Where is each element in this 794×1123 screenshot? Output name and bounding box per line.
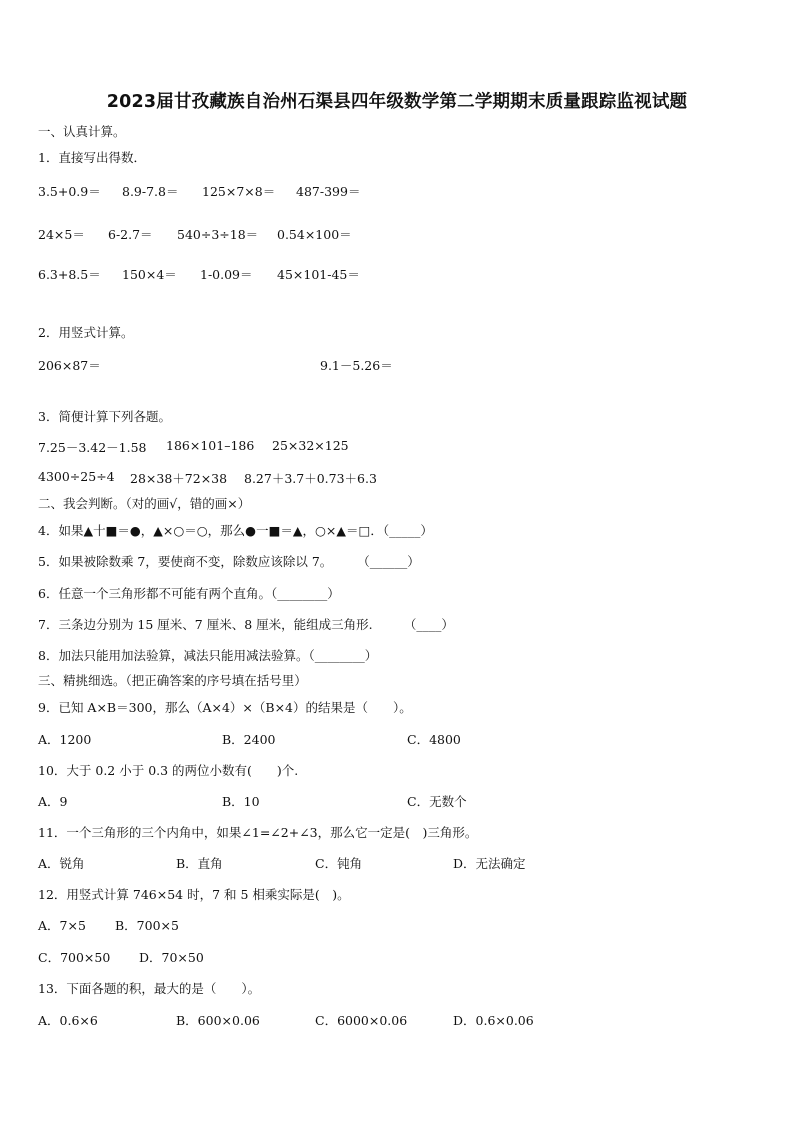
choice-question-10: 10．大于 0.2 小于 0.3 的两位小数有( )个. bbox=[38, 763, 299, 778]
option-d: D．0.6×0.06 bbox=[453, 1013, 534, 1028]
simplify-item: 28×38＋72×38 bbox=[130, 471, 228, 486]
calc-item: 125×7×8＝ bbox=[202, 184, 276, 199]
option-a: A．1200 bbox=[38, 732, 92, 747]
simplify-item: 8.27＋3.7＋0.73＋6.3 bbox=[244, 471, 377, 486]
choice-question-13: 13．下面各题的积，最大的是（ ）。 bbox=[38, 981, 261, 996]
option-b: B．10 bbox=[222, 794, 260, 809]
simplify-item: 7.25－3.42－1.58 bbox=[38, 440, 147, 455]
option-b: B．直角 bbox=[176, 856, 223, 871]
option-c: C．无数个 bbox=[407, 794, 467, 809]
calc-item: 3.5+0.9＝ bbox=[38, 184, 101, 199]
calc-item: 6.3+8.5＝ bbox=[38, 267, 101, 282]
judge-question-7: 7．三条边分别为 15 厘米、7 厘米、8 厘米，能组成三角形. （____） bbox=[38, 617, 454, 632]
calc-item: 150×4＝ bbox=[122, 267, 177, 282]
calc-item: 0.54×100＝ bbox=[277, 227, 352, 242]
question-1-stem: 1．直接写出得数． bbox=[38, 150, 146, 165]
section-heading-2: 二、我会判断。（对的画√，错的画×） bbox=[38, 496, 251, 511]
option-c: C．6000×0.06 bbox=[315, 1013, 408, 1028]
judge-question-5: 5．如果被除数乘 7，要使商不变，除数应该除以 7。 （______） bbox=[38, 554, 420, 569]
choice-question-12: 12．用竖式计算 746×54 时，7 和 5 相乘实际是( )。 bbox=[38, 887, 350, 902]
option-b: B．600×0.06 bbox=[176, 1013, 260, 1028]
option-c: C．700×50 bbox=[38, 950, 111, 965]
judge-question-4: 4．如果▲十■＝●，▲×○＝○，那么●一■＝▲，○×▲＝□．（_____） bbox=[38, 523, 433, 538]
calc-item: 8.9-7.8＝ bbox=[122, 184, 179, 199]
question-3-stem: 3．简便计算下列各题。 bbox=[38, 409, 171, 424]
simplify-item: 4300÷25÷4 bbox=[38, 469, 115, 484]
simplify-item: 25×32×125 bbox=[272, 438, 349, 453]
section-heading-3: 三、精挑细选。（把正确答案的序号填在括号里） bbox=[38, 673, 307, 688]
simplify-item: 186×101–186 bbox=[166, 438, 255, 453]
section-heading-1: 一、认真计算。 bbox=[38, 124, 126, 139]
option-b: B．700×5 bbox=[115, 918, 179, 933]
vertical-calc-item: 206×87＝ bbox=[38, 358, 101, 373]
question-2-stem: 2．用竖式计算。 bbox=[38, 325, 134, 340]
option-c: C．钝角 bbox=[315, 856, 363, 871]
judge-question-8: 8．加法只能用加法验算，减法只能用减法验算。（________） bbox=[38, 648, 378, 663]
page-title: 2023届甘孜藏族自治州石渠县四年级数学第二学期期末质量跟踪监视试题 bbox=[106, 92, 688, 112]
choice-question-9: 9．已知 A×B＝300，那么（A×4）×（B×4）的结果是（ ）。 bbox=[38, 700, 412, 715]
option-c: C．4800 bbox=[407, 732, 461, 747]
choice-question-11: 11．一个三角形的三个内角中，如果∠1=∠2+∠3，那么它一定是( )三角形。 bbox=[38, 825, 478, 840]
judge-question-6: 6．任意一个三角形都不可能有两个直角。（________） bbox=[38, 586, 340, 601]
option-d: D．70×50 bbox=[139, 950, 204, 965]
option-a: A．9 bbox=[38, 794, 68, 809]
option-d: D．无法确定 bbox=[453, 856, 526, 871]
option-b: B．2400 bbox=[222, 732, 276, 747]
option-a: A．7×5 bbox=[38, 918, 86, 933]
calc-item: 24×5＝ bbox=[38, 227, 85, 242]
calc-item: 487-399＝ bbox=[296, 184, 361, 199]
calc-item: 540÷3÷18＝ bbox=[177, 227, 259, 242]
vertical-calc-item: 9.1－5.26＝ bbox=[320, 358, 393, 373]
option-a: A．锐角 bbox=[38, 856, 85, 871]
option-a: A．0.6×6 bbox=[38, 1013, 98, 1028]
calc-item: 1-0.09＝ bbox=[200, 267, 253, 282]
calc-item: 6-2.7＝ bbox=[108, 227, 153, 242]
calc-item: 45×101-45＝ bbox=[277, 267, 360, 282]
